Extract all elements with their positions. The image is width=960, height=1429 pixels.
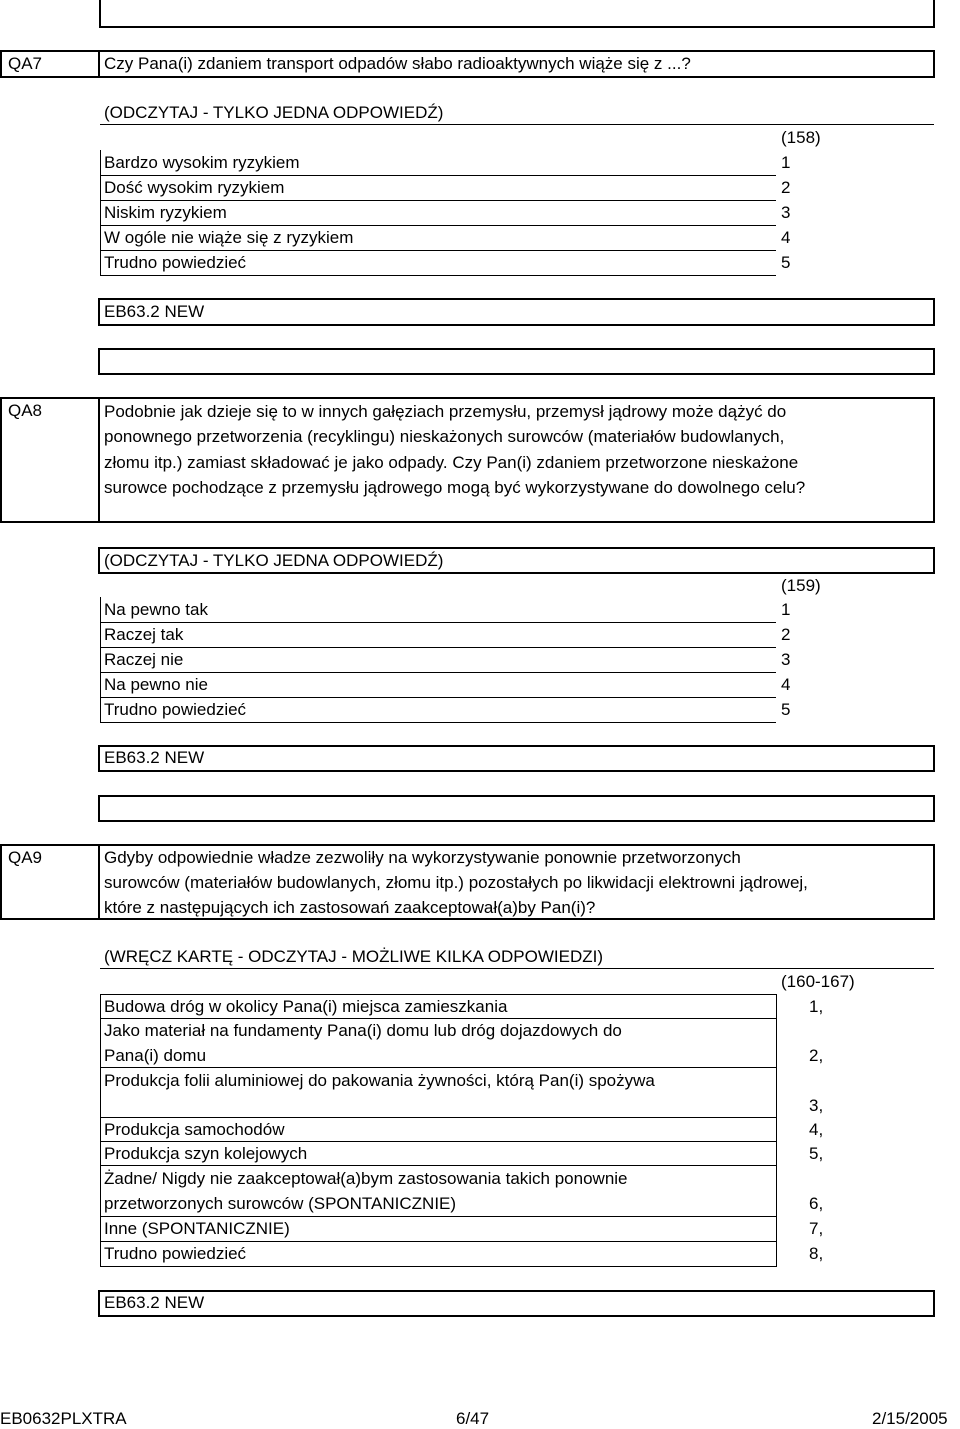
question-line: Podobnie jak dzieje się to w innych gałęziach przemysłu, przemysł jądrowy może dążyć do	[104, 402, 787, 421]
empty-box	[99, 0, 935, 28]
option-label: Żadne/ Nigdy nie zaakceptował(a)bym zastosowania takich ponownie	[104, 1169, 628, 1188]
option-code: 3	[781, 203, 791, 222]
option-code: 3,	[809, 1096, 824, 1115]
option-label: Trudno powiedzieć	[104, 1244, 247, 1263]
option-label: Trudno powiedzieć	[104, 253, 247, 272]
instruction: (ODCZYTAJ - TYLKO JEDNA ODPOWIEDŹ)	[104, 551, 444, 570]
option-label: Raczej nie	[104, 650, 184, 669]
option-code: 1,	[809, 997, 824, 1016]
footer-date: 2/15/2005	[872, 1409, 948, 1428]
source-label: EB63.2 NEW	[104, 302, 205, 321]
option-code: 7,	[809, 1219, 824, 1238]
option-label: Na pewno nie	[104, 675, 208, 694]
option-code: 4	[781, 675, 791, 694]
option-code: 1	[781, 600, 791, 619]
option-code: 5	[781, 253, 791, 272]
option-label: Na pewno tak	[104, 600, 208, 619]
question-text: Czy Pana(i) zdaniem transport odpadów słabo radioaktywnych wiąże się z ...?	[104, 54, 691, 73]
footer-doc-code: EB0632PLXTRA	[0, 1409, 127, 1428]
empty-box	[98, 348, 935, 375]
question-id: QA8	[8, 401, 43, 420]
source-box	[98, 298, 935, 326]
instruction: (WRĘCZ KARTĘ - ODCZYTAJ - MOŻLIWE KILKA ODPOWIEDZI)	[104, 947, 604, 966]
option-label: Budowa dróg w okolicy Pana(i) miejsca zamieszkania	[104, 997, 508, 1016]
source-label: EB63.2 NEW	[104, 1293, 205, 1312]
option-code: 2,	[809, 1046, 824, 1065]
option-code: 4,	[809, 1120, 824, 1139]
footer-page-number: 6/47	[456, 1409, 490, 1428]
column-code: (160-167)	[781, 972, 855, 991]
option-code: 5	[781, 700, 791, 719]
option-label: Produkcja samochodów	[104, 1120, 285, 1139]
question-id: QA9	[8, 848, 43, 867]
source-box	[98, 745, 935, 772]
question-line: ponownego przetworzenia (recyklingu) nieskażonych surowców (materiałów budowlanych,	[104, 427, 785, 446]
option-code: 2	[781, 178, 791, 197]
source-label: EB63.2 NEW	[104, 748, 205, 767]
question-line: złomu itp.) zamiast składować je jako odpady. Czy Pan(i) zdaniem przetworzone nieskażone	[104, 453, 799, 472]
question-id: QA7	[8, 54, 43, 73]
option-code: 2	[781, 625, 791, 644]
option-label: Jako materiał na fundamenty Pana(i) domu lub dróg dojazdowych do	[104, 1021, 622, 1040]
option-code: 6,	[809, 1194, 824, 1213]
option-label: Produkcja folii aluminiowej do pakowania żywności, którą Pan(i) spożywa	[104, 1071, 655, 1090]
option-label: przetworzonych surowców (SPONTANICZNIE)	[104, 1194, 457, 1213]
source-box	[98, 1290, 935, 1317]
option-label: Dość wysokim ryzykiem	[104, 178, 285, 197]
option-label: Bardzo wysokim ryzykiem	[104, 153, 300, 172]
option-label: Inne (SPONTANICZNIE)	[104, 1219, 290, 1238]
question-line: surowce pochodzące z przemysłu jądrowego mogą być wykorzystywane do dowolnego celu?	[104, 478, 806, 497]
option-code: 3	[781, 650, 791, 669]
option-label: W ogóle nie wiąże się z ryzykiem	[104, 228, 354, 247]
option-code: 5,	[809, 1144, 824, 1163]
option-label: Niskim ryzykiem	[104, 203, 227, 222]
instruction: (ODCZYTAJ - TYLKO JEDNA ODPOWIEDŹ)	[104, 103, 444, 122]
empty-box	[98, 795, 935, 822]
option-label: Raczej tak	[104, 625, 184, 644]
option-label: Pana(i) domu	[104, 1046, 207, 1065]
question-line: które z następujących ich zastosowań zaakceptował(a)by Pan(i)?	[104, 898, 596, 917]
option-code: 8,	[809, 1244, 824, 1263]
column-code: (159)	[781, 576, 821, 595]
option-label: Trudno powiedzieć	[104, 700, 247, 719]
question-line: Gdyby odpowiednie władze zezwoliły na wykorzystywanie ponownie przetworzonych	[104, 848, 741, 867]
question-line: surowców (materiałów budowlanych, złomu itp.) pozostałych po likwidacji elektrowni jądrowej,	[104, 873, 808, 892]
option-code: 1	[781, 153, 791, 172]
option-code: 4	[781, 228, 791, 247]
column-code: (158)	[781, 128, 821, 147]
option-label: Produkcja szyn kolejowych	[104, 1144, 308, 1163]
